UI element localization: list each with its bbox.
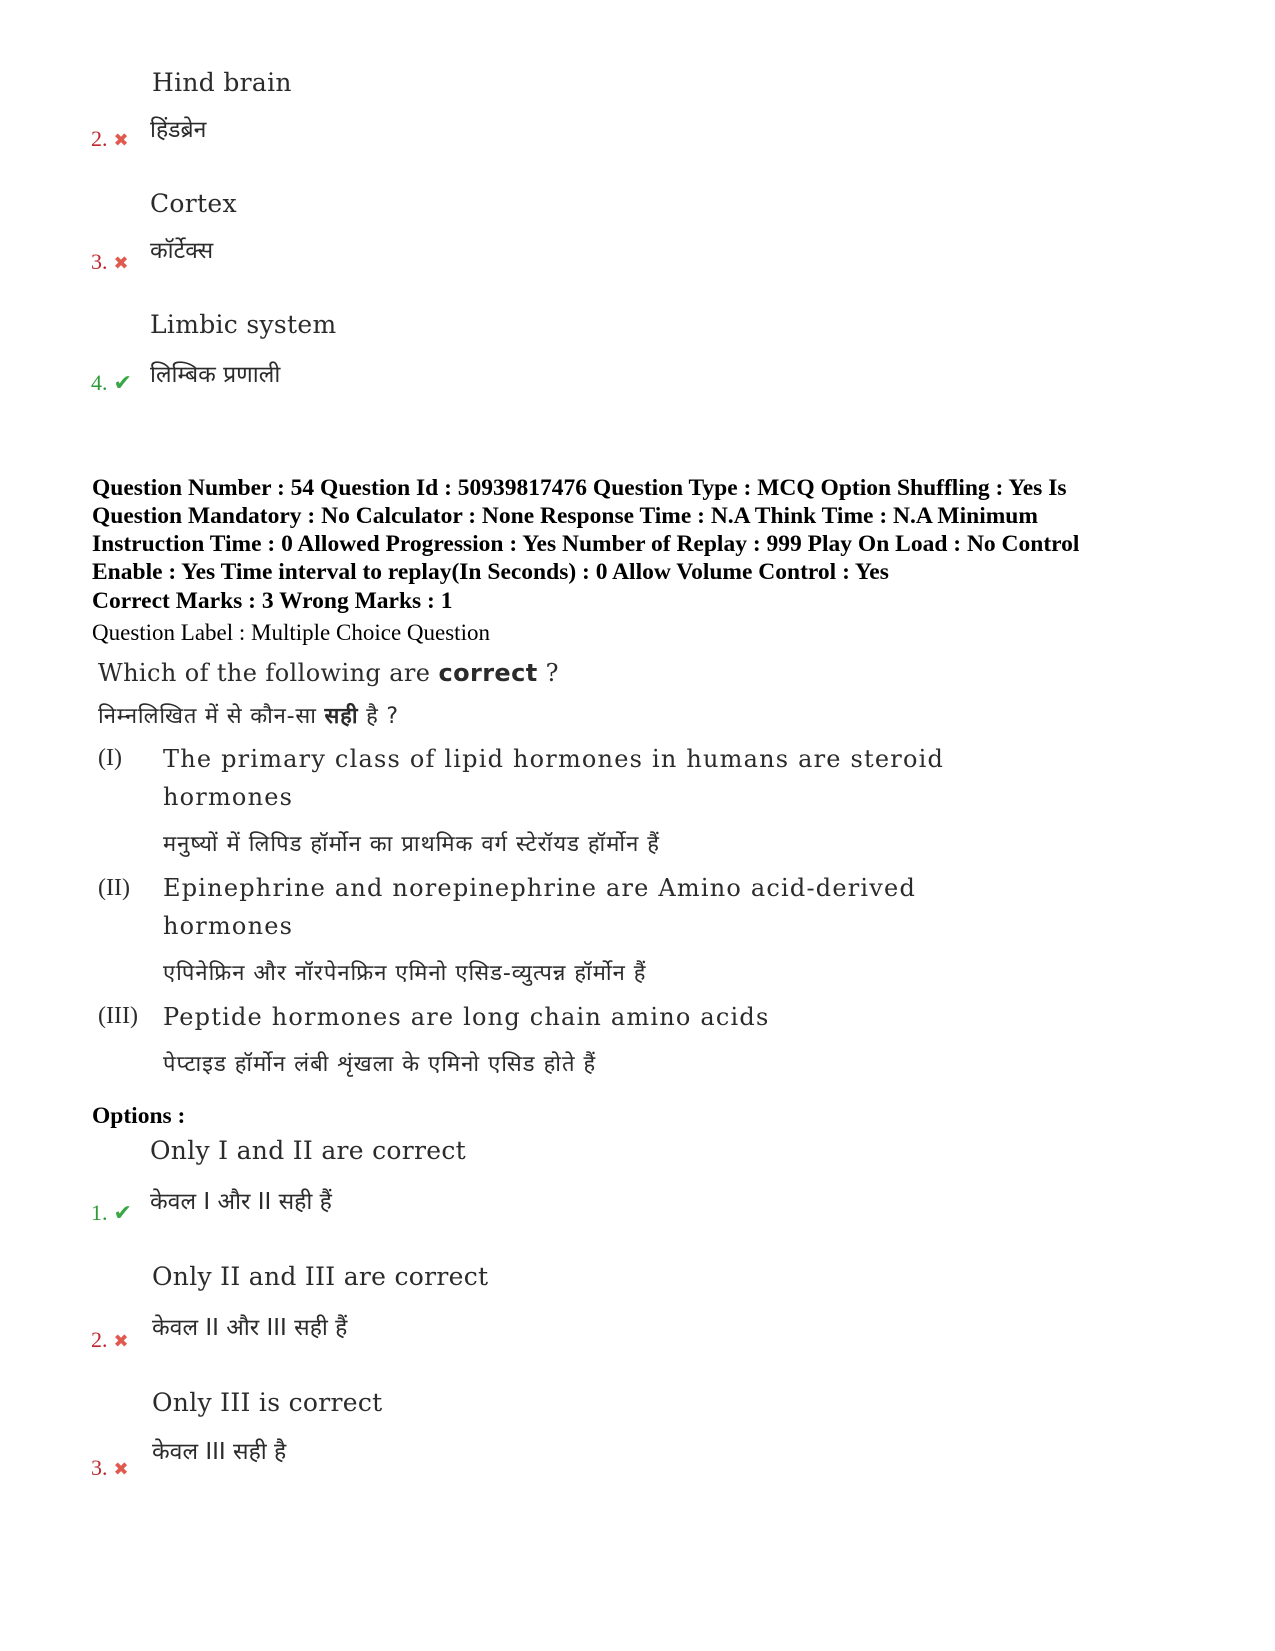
option-2-english: Only II and III are correct — [152, 1262, 489, 1291]
prev-option-4-english: Limbic system — [150, 310, 337, 339]
option-3-hindi: केवल III सही है — [152, 1439, 287, 1465]
statement-1-numeral: (I) — [98, 745, 122, 771]
prompt-text: निम्नलिखित में से कौन-सा — [98, 704, 325, 729]
option-1-marker — [91, 1200, 132, 1226]
statement-2-hindi: एपिनेफ्रिन और नॉरपेनफ्रिन एमिनो एसिड-व्युत्पन्न हॉर्मोन हैं — [163, 961, 647, 986]
option-1-english: Only I and II are correct — [150, 1136, 467, 1165]
statement-3-numeral: (III) — [98, 1003, 138, 1029]
option-number: 3. — [91, 1455, 108, 1480]
option-2-hindi: केवल II और III सही हैं — [152, 1315, 348, 1341]
option-number: 2. — [91, 126, 108, 151]
prev-option-2-english: Hind brain — [152, 68, 292, 97]
prev-option-3-english: Cortex — [150, 189, 237, 218]
statement-1-english: The primary class of lipid hormones in humans are steroid hormones — [163, 745, 945, 811]
prev-option-2-marker — [91, 126, 129, 152]
option-number: 4. — [91, 370, 108, 395]
option-number: 3. — [91, 249, 108, 274]
statement-2-numeral: (II) — [98, 875, 130, 901]
meta-line: Question Number : 54 Question Id : 50939817476 Question Type : MCQ Option Shuffling : Yes Is — [92, 475, 1067, 501]
prompt-text: Which of the following are — [98, 659, 439, 687]
prev-option-4-hindi: लिम्बिक प्रणाली — [150, 362, 281, 388]
question-marks: Correct Marks : 3 Wrong Marks : 1 — [92, 588, 453, 614]
options-heading: Options : — [92, 1103, 186, 1129]
option-3-english: Only III is correct — [152, 1388, 383, 1417]
prev-option-3-marker — [91, 249, 129, 275]
prev-option-3-hindi: कॉर्टेक्स — [150, 238, 214, 264]
check-icon: ✔ — [113, 371, 132, 396]
cross-icon: ✖ — [113, 253, 129, 274]
option-number: 2. — [91, 1327, 108, 1352]
cross-icon: ✖ — [113, 130, 129, 151]
question-meta — [92, 474, 1222, 586]
question-label: Question Label : Multiple Choice Question — [92, 620, 490, 645]
meta-line: Instruction Time : 0 Allowed Progression : Yes Number of Replay : 999 Play On Load : No Control — [92, 531, 1080, 557]
statement-1-hindi: मनुष्यों में लिपिड हॉर्मोन का प्राथमिक वर्ग स्टेरॉयड हॉर्मोन हैं — [163, 832, 660, 857]
question-prompt-english — [98, 659, 559, 687]
prompt-text: ? — [537, 659, 559, 687]
prompt-bold: सही — [324, 704, 359, 729]
prompt-text: है ? — [358, 704, 399, 729]
question-prompt-hindi — [98, 700, 399, 730]
statement-3-english: Peptide hormones are long chain amino acids — [163, 1003, 770, 1031]
meta-line: Enable : Yes Time interval to replay(In Seconds) : 0 Allow Volume Control : Yes — [92, 559, 889, 585]
option-2-marker — [91, 1327, 129, 1353]
cross-icon: ✖ — [113, 1331, 129, 1352]
prev-option-4-marker — [91, 370, 132, 396]
statement-2-english: Epinephrine and norepinephrine are Amino acid-derived hormones — [163, 874, 917, 940]
prev-option-2-hindi: हिंडब्रेन — [150, 117, 207, 143]
check-icon: ✔ — [113, 1201, 132, 1226]
option-3-marker — [91, 1455, 129, 1481]
cross-icon: ✖ — [113, 1459, 129, 1480]
meta-line: Question Mandatory : No Calculator : None Response Time : N.A Think Time : N.A Minimum — [92, 503, 1038, 529]
statement-3-hindi: पेप्टाइड हॉर्मोन लंबी शृंखला के एमिनो एसिड होते हैं — [163, 1052, 597, 1077]
option-number: 1. — [91, 1200, 108, 1225]
option-1-hindi: केवल I और II सही हैं — [150, 1189, 332, 1215]
prompt-bold: correct — [438, 659, 538, 687]
